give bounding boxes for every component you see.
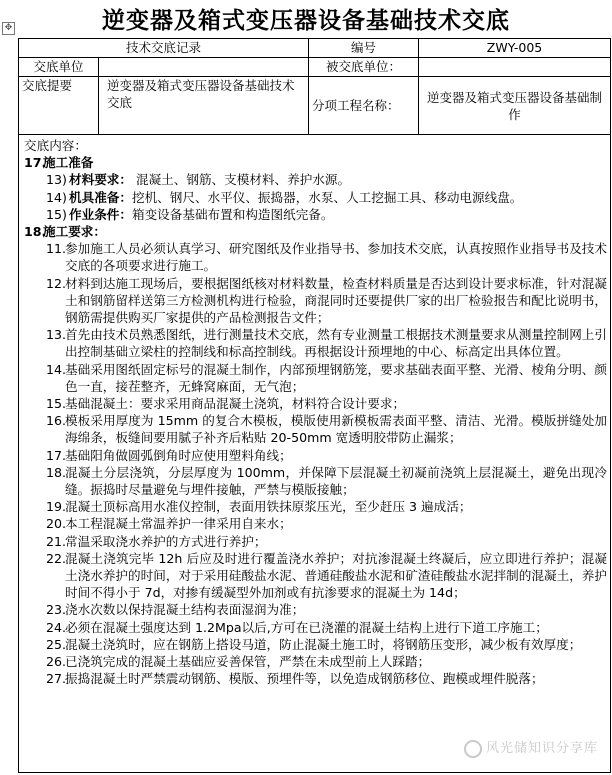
list-item: 24. 必须在混凝土强度达到 1.2Mpa以后,方可在已浇灌的混凝土结构上进行下道工序施工； bbox=[46, 619, 548, 635]
number-value: ZWY-005 bbox=[419, 39, 611, 58]
list-item: 19. 混凝土顶标高用水准仪控制，表面用铁抹原浆压光，至少赶压 3 遍成活； bbox=[46, 499, 472, 515]
list-item: 11. 参加施工人员必须认真学习、研究图纸及作业指导书、参加技术交底，认真按照作业指导书及技术交底的各项要求进行施工。 bbox=[46, 241, 607, 274]
list-item: 21. 常温采取浇水养护的方式进行养护； bbox=[46, 533, 267, 549]
list-item: 17. 基础阳角做圆弧倒角时应使用塑料角线； bbox=[46, 447, 292, 463]
section-title: 施工要求： bbox=[43, 224, 106, 240]
list-item: 15. 基础混凝土：要求采用商品混凝土浇筑，材料符合设计要求； bbox=[46, 396, 406, 412]
section-title: 施工准备 bbox=[43, 155, 94, 171]
list-item: 26. 已浇筑完成的混凝土基础应妥善保管，严禁在未成型前上人踩踏； bbox=[46, 654, 431, 670]
list-item: 20. 本工程混凝土常温养护一律采用自来水； bbox=[46, 516, 292, 532]
watermark-logo-icon bbox=[464, 740, 482, 758]
list-item: 14. 基础采用图纸固定标号的混凝土制作，内部预埋钢筋笼，要求基础表面平整、光滑、棱角分明、颜色一直，接茬整齐，无蜂窝麻面，无气泡； bbox=[46, 361, 607, 394]
summary-value: 逆变器及箱式变压器设备基础技术交底 bbox=[99, 77, 309, 135]
list-item: 27. 振捣混凝土时严禁震动钢筋、模版、预埋件等，以免造成钢筋移位、跑模或埋件脱落； bbox=[46, 671, 544, 687]
subproject-label: 分项工程名称： bbox=[309, 77, 419, 135]
subproject-value: 逆变器及箱式变压器设备基础制作 bbox=[419, 77, 611, 135]
list-item: 13. 首先由技术员熟悉图纸，进行测量技术交底，然有专业测量工根据技术测量要求从测量控制网上引出控制基础立梁柱的控制线和标高控制线。再根据设计预埋地的中心、标高定出具体位置。 bbox=[46, 327, 607, 360]
content-body bbox=[19, 137, 607, 688]
summary-label: 交底提要 bbox=[19, 77, 99, 135]
content-label: 交底内容： bbox=[24, 138, 87, 153]
list-item: 25. 混凝土浇筑时，应在钢筋上搭设马道，防止混凝土施工时，将钢筋压变形，减少板有效厚度； bbox=[46, 636, 582, 652]
number-label: 编号 bbox=[309, 39, 419, 58]
watermark bbox=[464, 737, 598, 758]
receiver-label: 被交底单位： bbox=[309, 58, 419, 77]
issuer-value[interactable] bbox=[99, 58, 309, 77]
watermark-text: 风光储知识分享库 bbox=[485, 741, 598, 756]
list-item: 13) 材料要求： 混凝土、钢筋、支模材料、养护水源。 bbox=[46, 172, 351, 188]
section-number: 18. bbox=[24, 224, 47, 240]
section-heading bbox=[24, 154, 607, 171]
table-move-handle-icon[interactable]: ✥ bbox=[2, 22, 15, 35]
list-item: 23. 浇水次数以保持混凝土结构表面湿润为准； bbox=[46, 602, 305, 618]
document-title: 逆变器及箱式变压器设备基础技术交底 bbox=[102, 7, 510, 34]
section-heading bbox=[24, 223, 607, 240]
section-number: 17. bbox=[24, 155, 47, 171]
list-item: 15) 作业条件：箱变设备基础布置和构造图纸完备。 bbox=[46, 206, 334, 222]
list-item: 12. 材料到达施工现场后，要根据图纸核对材料数量，检查材料质量是否达到设计要求标准，针对混凝土和钢筋留样送第三方检测机构进行检验，商混同时还要提供厂家的出厂检验报告和配比说明书，钢筋需提供购买厂家提供的产品检测报告文件； bbox=[46, 275, 607, 326]
issuer-label: 交底单位 bbox=[19, 58, 99, 77]
list-item: 22. 混凝土浇筑完毕 12h 后应及时进行覆盖浇水养护；对抗渗混凝土终凝后，应立即进行养护；混凝土浇水养护的时间，对于采用硅酸盐水泥、普通硅酸盐水泥和矿渣硅酸盐水泥拌制的混凝土，养护时间不得小于 7d，对掺有缓凝型外加剂或有抗渗要求的混凝土为 14d； bbox=[46, 550, 607, 601]
record-label: 技术交底记录 bbox=[19, 39, 309, 58]
list-item: 18. 混凝土分层浇筑，分层厚度为 100mm，并保障下层混凝土初凝前浇筑上层混凝土，避免出现冷缝。振捣时尽量避免与埋件接触，严禁与模版接触； bbox=[46, 464, 607, 498]
list-item: 16. 模板采用厚度为 15mm 的复合木模板，模版使用新模板需表面平整、清洁、光滑。模版拼缝处加海绵条，板缝间要用腻子补齐后粘贴 20-50mm 宽透明胶带防止漏浆； bbox=[46, 413, 607, 446]
receiver-value[interactable] bbox=[419, 58, 611, 77]
list-item: 14) 机具准备：挖机、钢尺、水平仪、振捣器，水泵、人工挖掘工具、移动电源线盘。 bbox=[46, 189, 523, 205]
